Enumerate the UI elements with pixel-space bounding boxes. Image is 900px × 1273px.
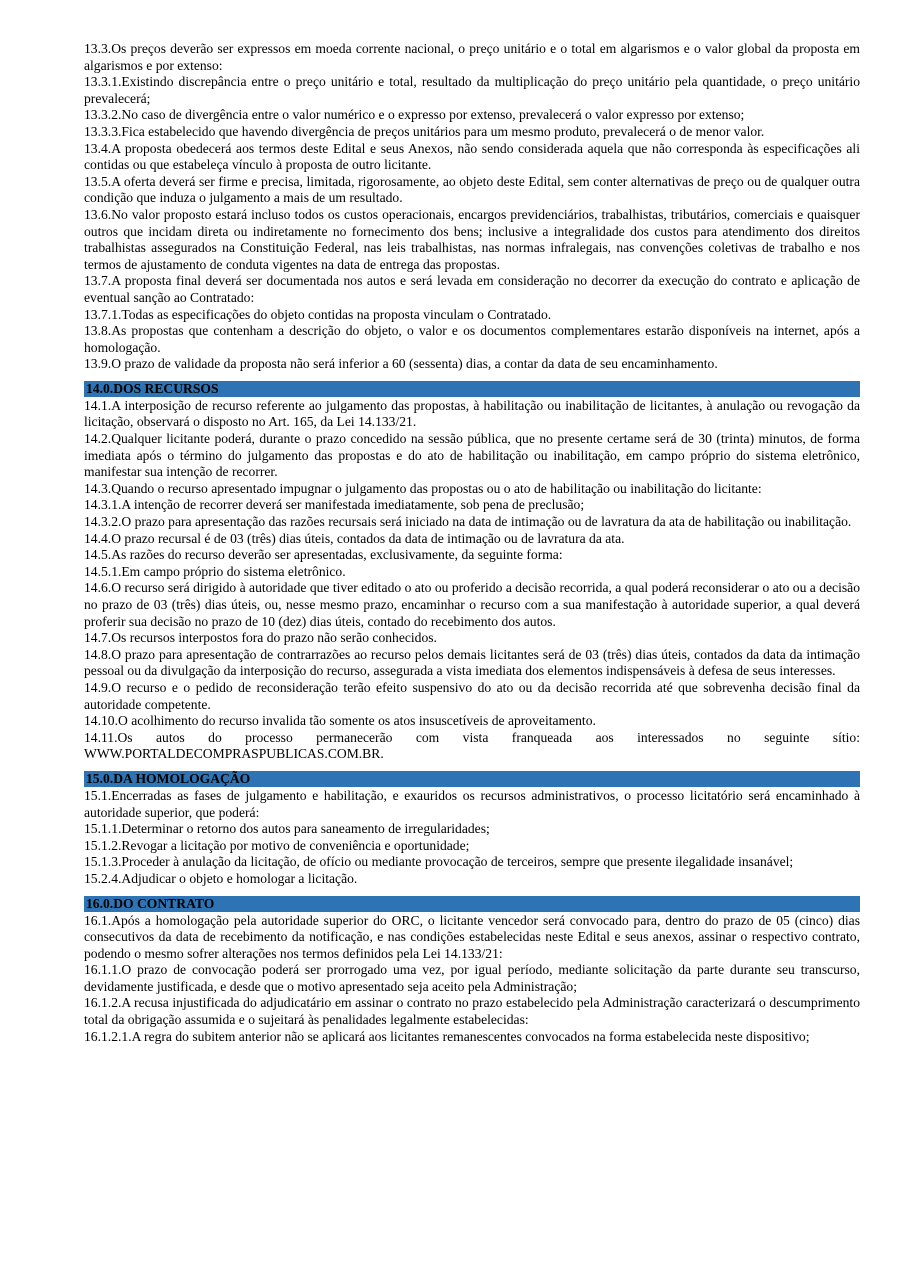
- clause-13-4: 13.4.A proposta obedecerá aos termos deste Edital e seus Anexos, não sendo considerada aquela que não corresponda às especificações ali contidas ou que estabeleça vínculo à proposta de outro licitante.: [84, 140, 860, 173]
- document-page: [84, 41, 860, 1045]
- clause-13-7-1: 13.7.1.Todas as especificações do objeto contidas na proposta vinculam o Contratado.: [84, 306, 552, 322]
- clause-15-1-3: 15.1.3.Proceder à anulação da licitação, de ofício ou mediante provocação de terceiros, sempre que presente ilegalidade insanável;: [84, 854, 794, 870]
- clause-14-2: 14.2.Qualquer licitante poderá, durante o prazo concedido na sessão pública, que no presente certame será de 30 (trinta) minutos, de forma imediata após o término do julgamento das propostas e do ato de habilitação ou inabilitação, em campo próprio do sistema eletrônico, manifestar sua intenção de recorrer.: [84, 431, 860, 480]
- clause-14-7: 14.7.Os recursos interpostos fora do prazo não serão conhecidos.: [84, 630, 437, 646]
- clause-13-6: 13.6.No valor proposto estará incluso todos os custos operacionais, encargos previdenciários, trabalhistas, tributários, comerciais e quaisquer outros que incidam direta ou indiretamente no fornecimento dos bens; inclusive a integralidade dos custos para atendimento dos direitos trabalhistas assegurados na Constituição Federal, nas leis trabalhistas, nas normas infralegais, nas convenções coletivas de trabalho e nos termos de ajustamento de conduta vigentes na data de entrega das propostas.: [84, 206, 860, 272]
- clause-14-5: 14.5.As razões do recurso deverão ser apresentadas, exclusivamente, da seguinte forma:: [84, 547, 563, 563]
- clause-15-2-4: 15.2.4.Adjudicar o objeto e homologar a licitação.: [84, 870, 358, 886]
- clause-14-6: 14.6.O recurso será dirigido à autoridade que tiver editado o ato ou proferido a decisão recorrida, a qual poderá reconsiderar o ato ou a decisão no prazo de 03 (três) dias úteis, ou, nesse mesmo prazo, encaminhar o recurso com a sua manifestação à autoridade superior, a qual deverá proferir sua decisão no prazo de 10 (dez) dias úteis, contado do recebimento dos autos.: [84, 580, 860, 629]
- clause-14-3: 14.3.Quando o recurso apresentado impugnar o julgamento das propostas ou o ato de habilitação ou inabilitação do licitante:: [84, 480, 762, 496]
- clause-14-10: 14.10.O acolhimento do recurso invalida tão somente os atos insuscetíveis de aproveitamento.: [84, 713, 596, 729]
- clause-13-3: 13.3.Os preços deverão ser expressos em moeda corrente nacional, o preço unitário e o total em algarismos e o valor global da proposta em algarismos e por extenso:: [84, 41, 860, 73]
- clause-15-1: 15.1.Encerradas as fases de julgamento e habilitação, e exauridos os recursos administrativos, o processo licitatório será encaminhado à autoridade superior, que poderá:: [84, 787, 860, 820]
- section-heading-homologacao: 15.0.DA HOMOLOGAÇÃO: [84, 771, 860, 787]
- clause-13-3-1: 13.3.1.Existindo discrepância entre o preço unitário e total, resultado da multiplicação do preço unitário pela quantidade, o preço unitário prevalecerá;: [84, 74, 860, 106]
- section-heading-recursos: 14.0.DOS RECURSOS: [84, 381, 860, 397]
- clause-14-3-2: 14.3.2.O prazo para apresentação das razões recursais será iniciado na data de intimação ou de lavratura da ata de habilitação ou inabilitação.: [84, 514, 852, 530]
- clause-15-1-1: 15.1.1.Determinar o retorno dos autos para saneamento de irregularidades;: [84, 821, 490, 837]
- clause-16-1: 16.1.Após a homologação pela autoridade superior do ORC, o licitante vencedor será convocado para, dentro do prazo de 05 (cinco) dias consecutivos da data de recebimento da notificação, e nas condições estabelecidas neste Edital e seus anexos, assinar o respectivo contrato, podendo o mesmo sofrer alterações nos termos definidos pela Lei 14.133/21:: [84, 912, 860, 961]
- clause-14-11: 14.11.Os autos do processo permanecerão com vista franqueada aos interessados no seguinte sítio: WWW.PORTALDECOMPRASPUBLICAS.COM.BR.: [84, 729, 860, 762]
- section-heading-contrato: 16.0.DO CONTRATO: [84, 896, 860, 912]
- clause-14-4: 14.4.O prazo recursal é de 03 (três) dias úteis, contados da data de intimação ou de lavratura da ata.: [84, 530, 625, 546]
- clause-14-8: 14.8.O prazo para apresentação de contrarrazões ao recurso pelos demais licitantes será de 03 (três) dias úteis, contados da data da intimação pessoal ou da divulgação da interposição do recurso, assegurada a vista imediata dos elementos indispensáveis à defesa de seus interesses.: [84, 646, 860, 679]
- clause-16-1-1: 16.1.1.O prazo de convocação poderá ser prorrogado uma vez, por igual período, mediante solicitação da parte durante seu transcurso, devidamente justificada, e desde que o motivo apresentado seja aceito pela Administração;: [84, 962, 860, 994]
- section-14-recursos: [84, 381, 860, 763]
- clause-15-1-2: 15.1.2.Revogar a licitação por motivo de conveniência e oportunidade;: [84, 837, 470, 853]
- section-13-propostas: [84, 41, 860, 373]
- clause-16-1-2: 16.1.2.A recusa injustificada do adjudicatário em assinar o contrato no prazo estabelecido pela Administração caracterizará o descumprimento total da obrigação assumida e o sujeitará às penalidades legalmente estabelecidas:: [84, 995, 860, 1028]
- clause-13-3-3: 13.3.3.Fica estabelecido que havendo divergência de preços unitários para um mesmo produto, prevalecerá o de menor valor.: [84, 123, 765, 139]
- clause-14-1: 14.1.A interposição de recurso referente ao julgamento das propostas, à habilitação ou inabilitação de licitantes, à anulação ou revogação da licitação, observará o disposto no Art. 165, da Lei 14.133/21.: [84, 397, 860, 430]
- clause-13-5: 13.5.A oferta deverá ser firme e precisa, limitada, rigorosamente, ao objeto deste Edital, sem conter alternativas de preço ou de qualquer outra condição que induza o julgamento a mais de um resultado.: [84, 173, 860, 206]
- clause-16-1-2-1: 16.1.2.1.A regra do subitem anterior não se aplicará aos licitantes remanescentes convocados na forma estabelecida neste dispositivo;: [84, 1028, 810, 1044]
- clause-14-9: 14.9.O recurso e o pedido de reconsideração terão efeito suspensivo do ato ou da decisão recorrida até que sobrevenha decisão final da autoridade competente.: [84, 679, 860, 712]
- clause-13-9: 13.9.O prazo de validade da proposta não será inferior a 60 (sessenta) dias, a contar da data de seu encaminhamento.: [84, 356, 718, 372]
- clause-14-3-1: 14.3.1.A intenção de recorrer deverá ser manifestada imediatamente, sob pena de preclusão;: [84, 497, 585, 513]
- clause-14-5-1: 14.5.1.Em campo próprio do sistema eletrônico.: [84, 563, 346, 579]
- clause-13-3-2: 13.3.2.No caso de divergência entre o valor numérico e o expresso por extenso, prevalecerá o valor expresso por extenso;: [84, 107, 745, 123]
- section-16-contrato: [84, 896, 860, 1046]
- section-15-homologacao: [84, 771, 860, 888]
- clause-13-7: 13.7.A proposta final deverá ser documentada nos autos e será levada em consideração no decorrer da execução do contrato e aplicação de eventual sanção ao Contratado:: [84, 273, 860, 305]
- clause-13-8: 13.8.As propostas que contenham a descrição do objeto, o valor e os documentos complementares estarão disponíveis na internet, após a homologação.: [84, 323, 860, 355]
